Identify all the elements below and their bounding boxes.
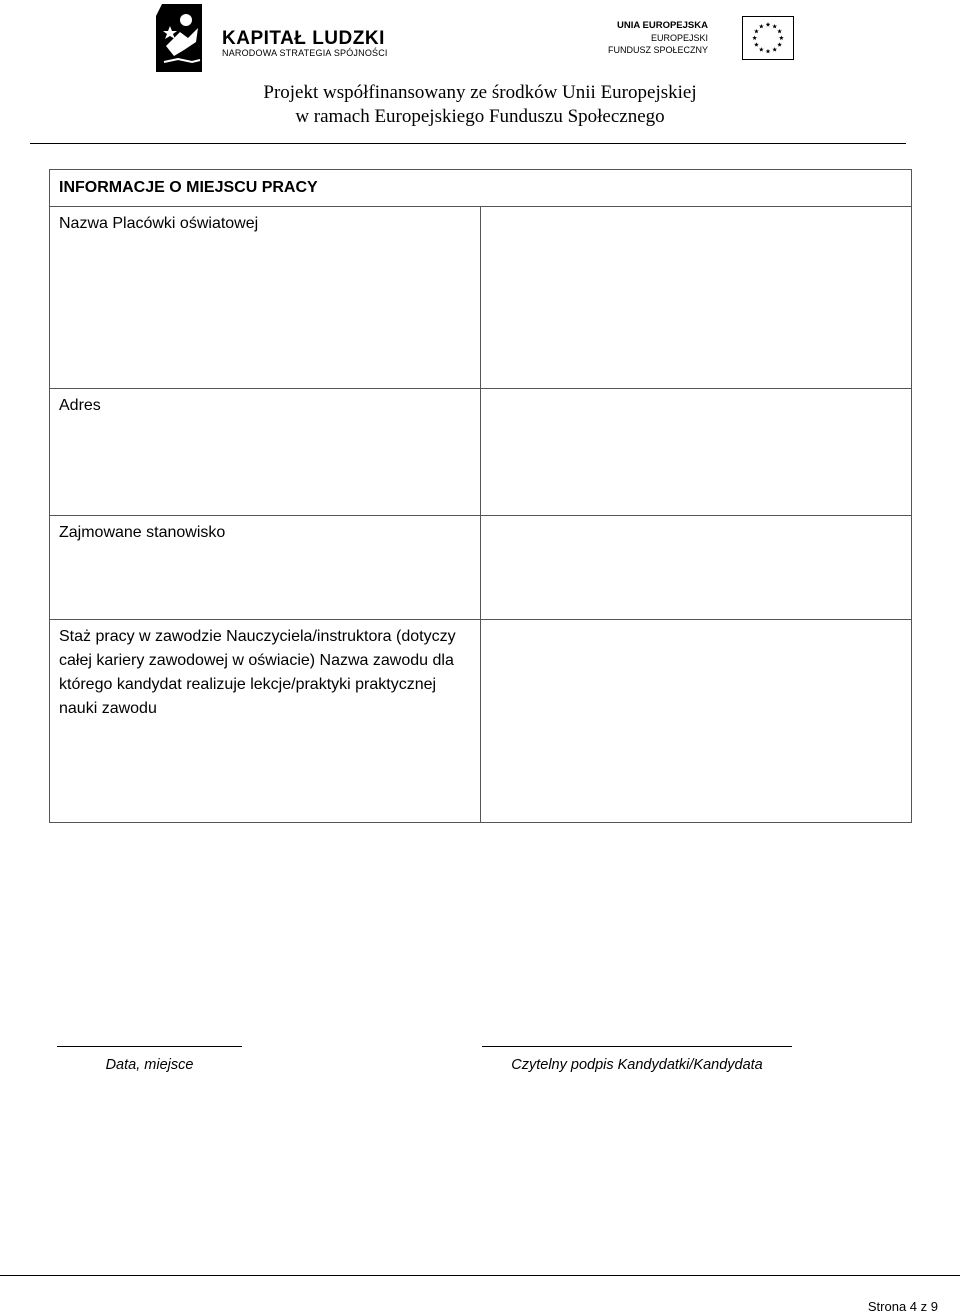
ue-line-2: EUROPEJSKI — [650, 33, 708, 43]
date-place-line[interactable] — [57, 1046, 242, 1047]
eu-flag-icon — [742, 16, 794, 60]
eu-star-icon — [777, 42, 782, 46]
project-line-2: w ramach Europejskiego Funduszu Społecznego — [295, 106, 665, 127]
date-place-signature — [57, 1046, 242, 1073]
eu-star-icon — [754, 42, 759, 46]
eu-star-icon — [777, 29, 782, 33]
eu-star-icon — [759, 47, 764, 51]
ue-line-3: FUNDUSZ SPOŁECZNY — [607, 45, 708, 55]
candidate-signature-caption: Czytelny podpis Kandydatki/Kandydata — [511, 1057, 763, 1073]
eu-star-icon — [754, 29, 759, 33]
table-header-row — [50, 170, 912, 207]
field-seniority[interactable] — [481, 620, 912, 823]
candidate-signature — [482, 1046, 792, 1073]
kapital-ludzki-subtitle: NARODOWA STRATEGIA SPÓJNOŚCI — [222, 48, 388, 58]
eu-star-icon — [759, 24, 764, 28]
kapital-ludzki-logo — [156, 4, 386, 72]
header-divider — [30, 143, 906, 144]
kapital-ludzki-emblem-icon — [156, 4, 208, 72]
row-label-position: Zajmowane stanowisko — [50, 516, 481, 620]
ue-text-block — [608, 20, 708, 56]
page-number: Strona 4 z 9 — [867, 1299, 938, 1314]
row-label-seniority: Staż pracy w zawodzie Nauczyciela/instruktora (dotyczy całej kariery zawodowej w oświacie) Nazwa zawodu dla którego kandydat realizuje lekcje/praktyki praktycznej nauki zawodu — [50, 620, 481, 823]
unia-europejska-logo — [607, 16, 784, 62]
footer-divider — [0, 1275, 960, 1276]
table-row — [50, 620, 912, 823]
eu-star-icon — [772, 24, 777, 28]
field-institution-name[interactable] — [481, 207, 912, 389]
table-row — [50, 207, 912, 389]
candidate-signature-line[interactable] — [482, 1046, 792, 1047]
eu-star-icon — [766, 49, 771, 53]
eu-star-icon — [772, 47, 777, 51]
date-place-caption: Data, miejsce — [105, 1057, 194, 1073]
project-line-1: Projekt współfinansowany ze środków Unii Europejskiej — [263, 82, 697, 103]
field-address[interactable] — [481, 389, 912, 516]
eu-star-icon — [766, 22, 771, 26]
table-title: INFORMACJE O MIEJSCU PRACY — [50, 170, 912, 207]
row-label-address: Adres — [50, 389, 481, 516]
row-label-institution-name: Nazwa Placówki oświatowej — [50, 207, 481, 389]
kapital-ludzki-title: KAPITAŁ LUDZKI — [222, 28, 385, 49]
ue-line-1: UNIA EUROPEJSKA — [617, 20, 708, 31]
table-row — [50, 389, 912, 516]
field-position[interactable] — [481, 516, 912, 620]
eu-star-icon — [779, 36, 784, 40]
table-row — [50, 516, 912, 620]
eu-star-icon — [752, 36, 757, 40]
workplace-info-table — [49, 169, 912, 823]
